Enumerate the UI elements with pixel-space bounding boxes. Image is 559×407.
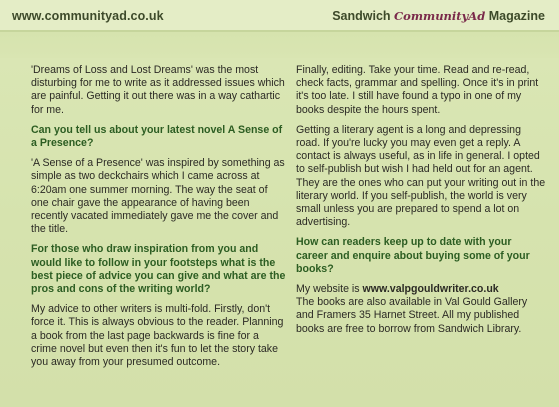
- intro-paragraph: 'Dreams of Loss and Lost Dreams' was the most disturbing for me to write as it addressed issues which are painful. Getting it out there was in a way cathartic for me.: [31, 64, 285, 116]
- banner-strip: [0, 32, 559, 58]
- answer-advice: My advice to other writers is multi-fold. Firstly, don't force it. This is always obvious to the reader. Planning a book from the last page backwards is fine for a crime novel but even then it's fun to let the story take you away from your presumed outcome.: [31, 303, 284, 369]
- answer-availability: The books are also available in Val Gould Gallery and Framers 35 Harnet Street. All my published books are free to borrow from Sandwich Library.: [296, 296, 528, 335]
- brand-word: Sandwich: [332, 9, 391, 23]
- literary-agent-paragraph: Getting a literary agent is a long and depressing road. If you're lucky you may even get a reply. A contact is always useful, as in life in general. I opted to self-publish but wish I had held out for an agent. They are the ones who can put your writing out in the literary world. If you self-publish, the world is very small unless you are prepared to spend a lot on advertising.: [296, 123, 546, 229]
- answer-latest-novel: 'A Sense of a Presence' was inspired by something as simple as two deckchairs which I came across at 6:20am one summer morning. The way the seat of one chair gave the appearance of having been recently vacated immediately gave me the cover and the title.: [31, 157, 285, 236]
- header-url: www.communityad.co.uk: [12, 9, 164, 23]
- question-latest-novel: Can you tell us about your latest novel A Sense of a Presence?: [31, 123, 283, 150]
- brand-suffix: Magazine: [488, 9, 545, 23]
- right-column: [296, 64, 546, 343]
- answer-website-prefix: My website is: [296, 283, 363, 296]
- editing-paragraph: Finally, editing. Take your time. Read and re-read, check facts, grammar and spelling. Once it's in print it's too late. I still have found a typo in one of my books despite the hours spent.: [296, 64, 539, 116]
- page-header: [0, 0, 559, 30]
- header-brand: [332, 9, 545, 23]
- question-advice: For those who draw inspiration from you and would like to follow in your footsteps what is the best piece of advice you can give and what are the pros and cons of the writing world?: [31, 243, 286, 296]
- left-column: [31, 64, 286, 376]
- answer-keep-up-to-date: [296, 283, 546, 336]
- brand-script-logo: CommunityAd: [394, 9, 486, 23]
- website-link[interactable]: www.valpgouldwriter.co.uk: [362, 283, 499, 296]
- question-keep-up-to-date: How can readers keep up to date with your career and enquire about buying some of your books?: [296, 236, 530, 275]
